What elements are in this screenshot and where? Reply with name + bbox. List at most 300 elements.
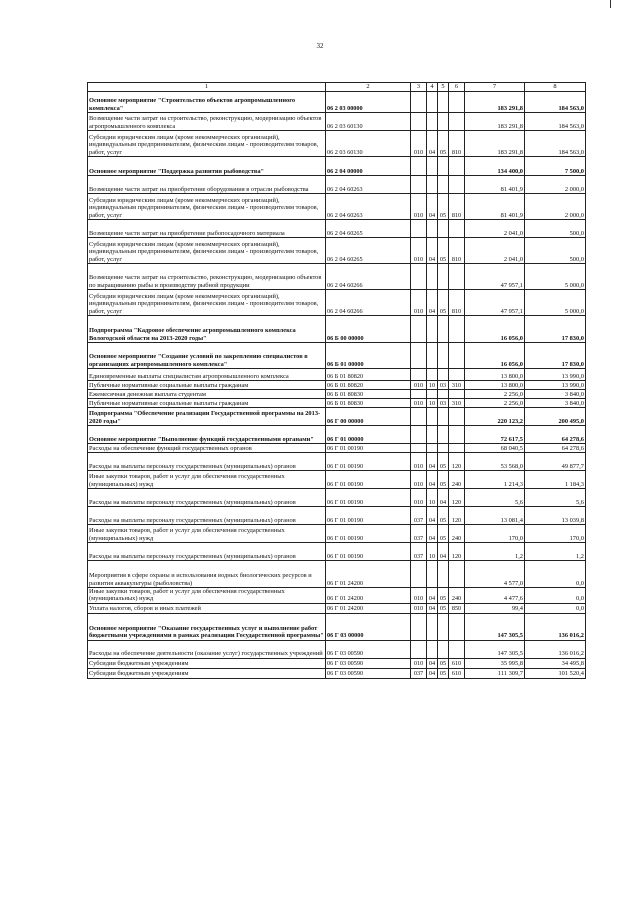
row-amount-col8: 17 830,0 <box>525 316 586 343</box>
table-row <box>88 561 586 588</box>
row-ministry <box>411 613 427 640</box>
row-code: 06 Г 01 00190 <box>326 489 411 507</box>
row-amount-col8: 200 495,0 <box>525 408 586 426</box>
row-amount-col8: 3 840,0 <box>525 390 586 399</box>
row-subsection: 05 <box>438 525 449 543</box>
row-subsection <box>438 343 449 369</box>
row-code: 06 Г 00 00000 <box>326 408 411 426</box>
row-expense-type <box>449 264 465 290</box>
row-amount-col8: 13 039,8 <box>525 507 586 525</box>
row-amount-col7: 13 800,0 <box>465 369 525 381</box>
row-amount-col7: 4 577,0 <box>465 561 525 588</box>
row-code: 06 Г 01 00190 <box>326 525 411 543</box>
table-row <box>88 444 586 453</box>
row-code: 06 Г 01 00190 <box>326 471 411 489</box>
row-code: 06 Г 03 00590 <box>326 668 411 678</box>
row-name: Возмещение части затрат на строительство, реконструкцию, модернизацию объектов агропромышленного комплекса <box>88 113 326 131</box>
row-amount-col7: 1 214,3 <box>465 471 525 489</box>
row-section: 04 <box>427 668 438 678</box>
row-expense-type <box>449 426 465 444</box>
table-row <box>88 613 586 640</box>
row-expense-type: 610 <box>449 658 465 668</box>
row-subsection <box>438 561 449 588</box>
row-code: 06 2 04 60263 <box>326 176 411 194</box>
row-amount-col7: 81 401,9 <box>465 194 525 220</box>
row-amount-col8: 500,0 <box>525 220 586 238</box>
header-row <box>88 83 586 92</box>
row-section <box>427 316 438 343</box>
row-expense-type: 120 <box>449 507 465 525</box>
column-header: 7 <box>465 83 525 92</box>
row-section: 04 <box>427 525 438 543</box>
row-ministry <box>411 113 427 131</box>
row-name: Субсидии юридическим лицам (кроме некоммерческих организаций), индивидуальным предпринимателям, физическим лицам - производителям товаров, работ, услуг <box>88 238 326 264</box>
row-code: 06 Б 01 80830 <box>326 399 411 408</box>
row-amount-col8: 2 000,0 <box>525 194 586 220</box>
row-expense-type <box>449 220 465 238</box>
row-expense-type <box>449 369 465 381</box>
row-name: Основное мероприятие "Создание условий по закреплению специалистов в организациях агропромышленного комплекса" <box>88 343 326 369</box>
column-header: 1 <box>88 83 326 92</box>
row-ministry: 010 <box>411 131 427 157</box>
row-amount-col7: 53 568,0 <box>465 453 525 471</box>
row-section <box>427 561 438 588</box>
row-expense-type <box>449 613 465 640</box>
row-subsection <box>438 176 449 194</box>
row-amount-col8: 3 840,0 <box>525 399 586 408</box>
row-amount-col8: 184 563,0 <box>525 113 586 131</box>
table-row <box>88 220 586 238</box>
row-subsection: 04 <box>438 543 449 561</box>
row-subsection: 05 <box>438 603 449 613</box>
row-ministry: 010 <box>411 603 427 613</box>
row-expense-type <box>449 176 465 194</box>
row-expense-type: 850 <box>449 603 465 613</box>
row-amount-col8: 184 563,0 <box>525 131 586 157</box>
budget-table-body <box>88 83 586 679</box>
row-code: 06 Г 01 00190 <box>326 444 411 453</box>
row-subsection <box>438 220 449 238</box>
row-section <box>427 92 438 113</box>
row-section: 04 <box>427 507 438 525</box>
table-row <box>88 543 586 561</box>
row-expense-type: 810 <box>449 290 465 316</box>
row-section: 10 <box>427 381 438 390</box>
column-header: 6 <box>449 83 465 92</box>
column-header: 8 <box>525 83 586 92</box>
row-subsection: 03 <box>438 381 449 390</box>
row-ministry <box>411 390 427 399</box>
row-amount-col7: 16 056,0 <box>465 316 525 343</box>
row-expense-type <box>449 92 465 113</box>
row-amount-col8: 101 520,4 <box>525 668 586 678</box>
row-name: Расходы на обеспечение функций государственных органов <box>88 444 326 453</box>
row-subsection <box>438 613 449 640</box>
row-ministry: 010 <box>411 588 427 604</box>
page-edge-mark <box>610 0 611 8</box>
row-ministry <box>411 561 427 588</box>
row-expense-type: 120 <box>449 489 465 507</box>
row-code: 06 Г 03 00000 <box>326 613 411 640</box>
row-code: 06 Г 03 00590 <box>326 640 411 658</box>
table-row <box>88 507 586 525</box>
row-amount-col7: 220 123,2 <box>465 408 525 426</box>
table-row <box>88 668 586 678</box>
row-code: 06 2 03 60130 <box>326 113 411 131</box>
row-name: Ежемесячная денежная выплата студентам <box>88 390 326 399</box>
row-ministry <box>411 316 427 343</box>
row-amount-col8: 64 278,6 <box>525 444 586 453</box>
table-row <box>88 471 586 489</box>
row-expense-type: 310 <box>449 381 465 390</box>
row-name: Подпрограмма "Обеспечение реализации Государственной программы на 2013-2020 годы" <box>88 408 326 426</box>
row-name: Возмещение части затрат на строительство, реконструкцию, модернизацию объектов по выращиванию рыбы и производству рыбной продукции <box>88 264 326 290</box>
table-row <box>88 640 586 658</box>
row-section: 10 <box>427 489 438 507</box>
row-code: 06 Б 01 80820 <box>326 369 411 381</box>
row-name: Основное мероприятие "Выполнение функций государственными органами" <box>88 426 326 444</box>
row-expense-type <box>449 444 465 453</box>
row-expense-type: 610 <box>449 668 465 678</box>
row-amount-col8: 1,2 <box>525 543 586 561</box>
table-row <box>88 238 586 264</box>
table-row <box>88 343 586 369</box>
row-code: 06 Г 03 00590 <box>326 658 411 668</box>
row-amount-col7: 13 081,4 <box>465 507 525 525</box>
row-code: 06 2 04 60265 <box>326 220 411 238</box>
table-row <box>88 131 586 157</box>
row-amount-col8: 17 830,0 <box>525 343 586 369</box>
page-number: 32 <box>316 42 324 50</box>
row-amount-col7: 183 291,8 <box>465 131 525 157</box>
row-subsection: 05 <box>438 131 449 157</box>
row-amount-col8: 5 000,0 <box>525 290 586 316</box>
row-expense-type: 240 <box>449 588 465 604</box>
row-ministry: 010 <box>411 238 427 264</box>
row-section <box>427 613 438 640</box>
row-section: 10 <box>427 399 438 408</box>
row-amount-col7: 35 995,8 <box>465 658 525 668</box>
table-row <box>88 113 586 131</box>
table-row <box>88 603 586 613</box>
row-name: Расходы на выплаты персоналу государственных (муниципальных) органов <box>88 489 326 507</box>
row-amount-col7: 147 305,5 <box>465 640 525 658</box>
row-subsection <box>438 316 449 343</box>
row-amount-col7: 13 800,0 <box>465 381 525 390</box>
row-section <box>427 390 438 399</box>
row-subsection <box>438 113 449 131</box>
row-section <box>427 444 438 453</box>
row-code: 06 2 04 00000 <box>326 157 411 176</box>
row-section: 10 <box>427 543 438 561</box>
row-amount-col8: 184 563,0 <box>525 92 586 113</box>
row-ministry: 010 <box>411 290 427 316</box>
row-section <box>427 343 438 369</box>
row-amount-col8: 136 016,2 <box>525 613 586 640</box>
row-amount-col7: 99,4 <box>465 603 525 613</box>
row-amount-col8: 7 500,0 <box>525 157 586 176</box>
row-code: 06 Б 00 00000 <box>326 316 411 343</box>
row-section <box>427 640 438 658</box>
row-expense-type <box>449 561 465 588</box>
row-amount-col8: 13 990,0 <box>525 381 586 390</box>
row-expense-type: 810 <box>449 194 465 220</box>
row-name: Иные закупки товаров, работ и услуг для обеспечения государственных (муниципальных) нужд <box>88 525 326 543</box>
row-name: Основное мероприятие "Строительство объектов агропромышленного комплекса" <box>88 92 326 113</box>
row-name: Основное мероприятие "Оказание государственных услуг и выполнение работ бюджетными учреждениями в рамках реализации Государственной программы" <box>88 613 326 640</box>
row-ministry <box>411 157 427 176</box>
row-section <box>427 264 438 290</box>
row-ministry <box>411 92 427 113</box>
table-row <box>88 369 586 381</box>
row-subsection: 04 <box>438 489 449 507</box>
row-ministry: 037 <box>411 525 427 543</box>
table-row <box>88 264 586 290</box>
row-code: 06 Г 01 00190 <box>326 453 411 471</box>
row-subsection <box>438 369 449 381</box>
row-name: Мероприятия в сфере охраны и использования водных биологических ресурсов и развития аквакультуры (рыболовства) <box>88 561 326 588</box>
row-code: 06 Б 01 80830 <box>326 390 411 399</box>
row-name: Субсидии бюджетным учреждениям <box>88 668 326 678</box>
table-row <box>88 194 586 220</box>
row-amount-col7: 47 957,1 <box>465 290 525 316</box>
row-ministry <box>411 408 427 426</box>
row-name: Публичные нормативные социальные выплаты гражданам <box>88 381 326 390</box>
row-subsection <box>438 92 449 113</box>
row-amount-col7: 170,0 <box>465 525 525 543</box>
row-amount-col8: 170,0 <box>525 525 586 543</box>
column-header: 3 <box>411 83 427 92</box>
row-ministry <box>411 444 427 453</box>
row-section <box>427 176 438 194</box>
row-code: 06 Б 01 00000 <box>326 343 411 369</box>
row-ministry <box>411 220 427 238</box>
table-row <box>88 525 586 543</box>
row-section: 04 <box>427 131 438 157</box>
row-subsection: 05 <box>438 290 449 316</box>
row-code: 06 Г 01 00000 <box>326 426 411 444</box>
table-row <box>88 426 586 444</box>
row-subsection <box>438 264 449 290</box>
row-amount-col8: 49 877,7 <box>525 453 586 471</box>
row-code: 06 2 04 60266 <box>326 290 411 316</box>
row-expense-type <box>449 408 465 426</box>
row-name: Субсидии бюджетным учреждениям <box>88 658 326 668</box>
row-ministry <box>411 369 427 381</box>
row-expense-type: 120 <box>449 453 465 471</box>
row-expense-type <box>449 390 465 399</box>
row-amount-col7: 16 056,0 <box>465 343 525 369</box>
row-amount-col7: 111 309,7 <box>465 668 525 678</box>
row-name: Единовременные выплаты специалистам агропромышленного комплекса <box>88 369 326 381</box>
row-code: 06 Г 01 00190 <box>326 507 411 525</box>
row-amount-col7: 5,6 <box>465 489 525 507</box>
row-amount-col8: 136 016,2 <box>525 640 586 658</box>
row-amount-col7: 2 041,0 <box>465 220 525 238</box>
row-section: 04 <box>427 194 438 220</box>
row-code: 06 2 03 60130 <box>326 131 411 157</box>
row-amount-col8: 64 278,6 <box>525 426 586 444</box>
column-header: 4 <box>427 83 438 92</box>
row-section: 04 <box>427 290 438 316</box>
row-ministry <box>411 640 427 658</box>
row-expense-type: 810 <box>449 131 465 157</box>
row-amount-col7: 183 291,8 <box>465 113 525 131</box>
budget-table <box>87 82 586 679</box>
row-subsection: 03 <box>438 399 449 408</box>
row-code: 06 Г 01 24200 <box>326 561 411 588</box>
row-subsection <box>438 157 449 176</box>
row-name: Подпрограмма "Кадровое обеспечение агропромышленного комплекса Вологодской области на 2013-2020 годы" <box>88 316 326 343</box>
row-section <box>427 220 438 238</box>
row-section: 04 <box>427 603 438 613</box>
row-expense-type <box>449 640 465 658</box>
row-amount-col7: 68 040,5 <box>465 444 525 453</box>
row-subsection <box>438 390 449 399</box>
row-section: 04 <box>427 588 438 604</box>
table-row <box>88 489 586 507</box>
row-name: Возмещение части затрат на приобретение оборудования в отрасли рыбоводства <box>88 176 326 194</box>
table-row <box>88 92 586 113</box>
row-name: Расходы на выплаты персоналу государственных (муниципальных) органов <box>88 507 326 525</box>
row-amount-col8: 1 184,3 <box>525 471 586 489</box>
row-ministry: 010 <box>411 399 427 408</box>
row-subsection <box>438 444 449 453</box>
row-code: 06 2 04 60263 <box>326 194 411 220</box>
row-section <box>427 408 438 426</box>
row-amount-col7: 72 617,5 <box>465 426 525 444</box>
row-amount-col7: 2 256,0 <box>465 399 525 408</box>
row-name: Иные закупки товаров, работ и услуг для обеспечения государственных (муниципальных) нужд <box>88 588 326 604</box>
row-amount-col8: 0,0 <box>525 603 586 613</box>
row-section: 04 <box>427 453 438 471</box>
row-ministry <box>411 343 427 369</box>
row-name: Расходы на выплаты персоналу государственных (муниципальных) органов <box>88 543 326 561</box>
table-row <box>88 453 586 471</box>
row-name: Основное мероприятие "Поддержка развития рыбоводства" <box>88 157 326 176</box>
row-expense-type: 240 <box>449 525 465 543</box>
row-subsection: 05 <box>438 453 449 471</box>
row-amount-col7: 134 400,0 <box>465 157 525 176</box>
row-amount-col8: 0,0 <box>525 561 586 588</box>
row-expense-type <box>449 157 465 176</box>
row-expense-type: 310 <box>449 399 465 408</box>
row-ministry: 037 <box>411 668 427 678</box>
table-row <box>88 399 586 408</box>
row-ministry: 010 <box>411 489 427 507</box>
row-subsection <box>438 640 449 658</box>
row-section <box>427 426 438 444</box>
table-row <box>88 316 586 343</box>
row-name: Уплата налогов, сборов и иных платежей <box>88 603 326 613</box>
row-ministry <box>411 176 427 194</box>
row-code: 06 Г 01 00190 <box>326 543 411 561</box>
row-expense-type <box>449 343 465 369</box>
row-amount-col7: 81 401,9 <box>465 176 525 194</box>
row-subsection <box>438 426 449 444</box>
row-section: 04 <box>427 471 438 489</box>
row-name: Субсидии юридическим лицам (кроме некоммерческих организаций), индивидуальным предпринимателям, физическим лицам - производителям товаров, работ, услуг <box>88 194 326 220</box>
row-ministry <box>411 264 427 290</box>
row-subsection <box>438 408 449 426</box>
row-subsection: 05 <box>438 588 449 604</box>
row-ministry: 010 <box>411 471 427 489</box>
row-amount-col8: 500,0 <box>525 238 586 264</box>
table-row <box>88 390 586 399</box>
row-ministry: 010 <box>411 381 427 390</box>
row-amount-col8: 13 990,0 <box>525 369 586 381</box>
row-code: 06 2 04 60265 <box>326 238 411 264</box>
row-amount-col7: 47 957,1 <box>465 264 525 290</box>
row-subsection: 05 <box>438 507 449 525</box>
row-ministry: 010 <box>411 453 427 471</box>
row-name: Иные закупки товаров, работ и услуг для обеспечения государственных (муниципальных) нужд <box>88 471 326 489</box>
row-expense-type: 240 <box>449 471 465 489</box>
row-ministry: 037 <box>411 543 427 561</box>
row-code: 06 2 03 00000 <box>326 92 411 113</box>
row-amount-col7: 2 041,0 <box>465 238 525 264</box>
row-expense-type: 120 <box>449 543 465 561</box>
row-ministry: 010 <box>411 658 427 668</box>
row-name: Возмещение части затрат на приобретение рыбопосадочного материала <box>88 220 326 238</box>
row-name: Расходы на выплаты персоналу государственных (муниципальных) органов <box>88 453 326 471</box>
row-expense-type <box>449 316 465 343</box>
row-name: Субсидии юридическим лицам (кроме некоммерческих организаций), индивидуальным предпринимателям, физическим лицам - производителям товаров, работ, услуг <box>88 131 326 157</box>
row-code: 06 Г 01 24200 <box>326 603 411 613</box>
row-name: Субсидии юридическим лицам (кроме некоммерческих организаций), индивидуальным предпринимателям, физическим лицам - производителям товаров, работ, услуг <box>88 290 326 316</box>
row-ministry: 010 <box>411 194 427 220</box>
row-code: 06 Б 01 80820 <box>326 381 411 390</box>
row-code: 06 2 04 60266 <box>326 264 411 290</box>
row-section: 04 <box>427 238 438 264</box>
row-amount-col7: 1,2 <box>465 543 525 561</box>
row-code: 06 Г 01 24200 <box>326 588 411 604</box>
column-header: 2 <box>326 83 411 92</box>
row-section <box>427 113 438 131</box>
row-amount-col8: 2 000,0 <box>525 176 586 194</box>
table-row <box>88 408 586 426</box>
row-amount-col8: 5 000,0 <box>525 264 586 290</box>
row-subsection: 05 <box>438 668 449 678</box>
row-ministry: 037 <box>411 507 427 525</box>
row-subsection: 05 <box>438 238 449 264</box>
table-row <box>88 588 586 604</box>
row-amount-col7: 2 256,0 <box>465 390 525 399</box>
row-expense-type <box>449 113 465 131</box>
table-row <box>88 157 586 176</box>
row-amount-col7: 147 305,5 <box>465 613 525 640</box>
table-row <box>88 290 586 316</box>
row-amount-col8: 5,6 <box>525 489 586 507</box>
row-ministry <box>411 426 427 444</box>
row-subsection: 05 <box>438 658 449 668</box>
row-subsection: 05 <box>438 471 449 489</box>
row-section <box>427 369 438 381</box>
row-amount-col8: 34 495,8 <box>525 658 586 668</box>
row-name: Публичные нормативные социальные выплаты гражданам <box>88 399 326 408</box>
row-section <box>427 157 438 176</box>
row-amount-col7: 4 477,6 <box>465 588 525 604</box>
row-expense-type: 810 <box>449 238 465 264</box>
table-row <box>88 381 586 390</box>
table-row <box>88 176 586 194</box>
row-section: 04 <box>427 658 438 668</box>
row-name: Расходы на обеспечение деятельности (оказание услуг) государственных учреждений <box>88 640 326 658</box>
row-amount-col7: 183 291,8 <box>465 92 525 113</box>
row-amount-col8: 0,0 <box>525 588 586 604</box>
table-row <box>88 658 586 668</box>
row-subsection: 05 <box>438 194 449 220</box>
